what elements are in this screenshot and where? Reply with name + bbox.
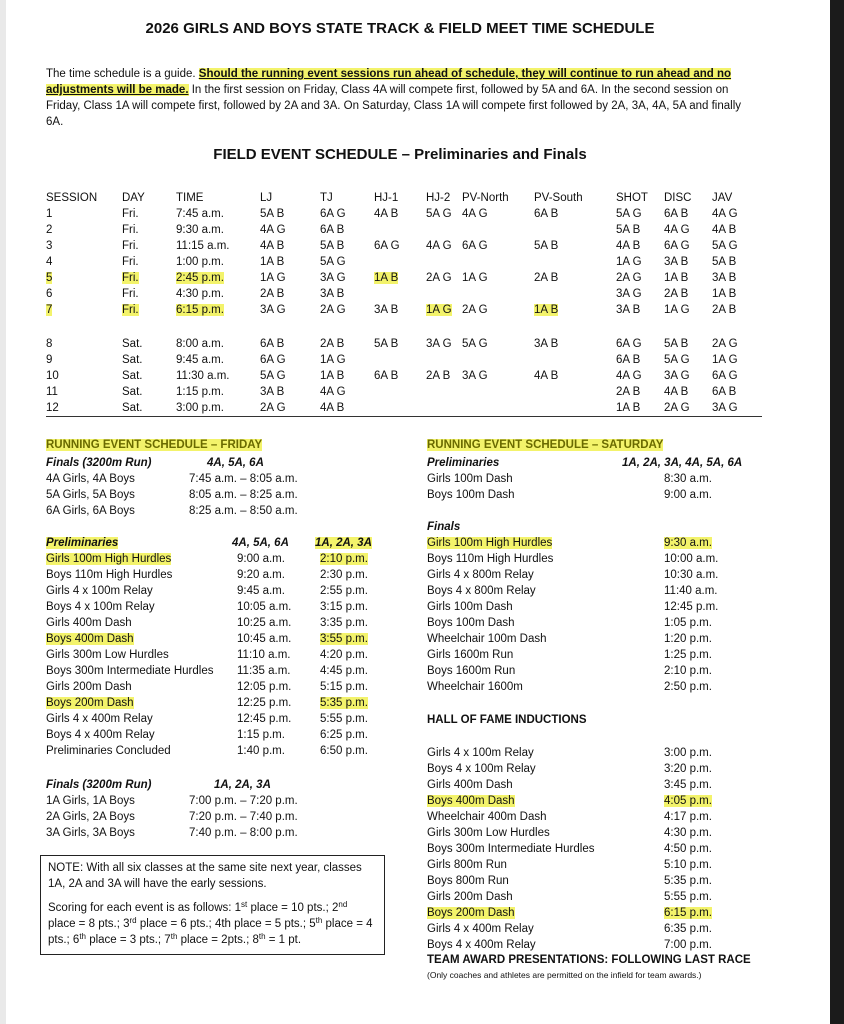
header-day: DAY [122,192,145,204]
field-cell-lj: 2A B [260,288,285,300]
note-text: NOTE: With all six classes at the same site next year, classes 1A, 2A and 3A will have the early sessions. [48,862,362,890]
field-cell-lj: 4A G [260,224,286,236]
field-cell-disc: 3A B [664,256,689,268]
field-cell-lj: 2A G [260,402,286,414]
field-cell-shot: 1A G [616,256,642,268]
scoring-part: place = 3 pts.; 7 [86,934,171,946]
friday-prelim-event: Boys 4 x 100m Relay [46,601,155,613]
field-cell-jav: 4A B [712,224,737,236]
field-cell-time-highlight: 2:45 p.m. [176,272,224,284]
friday-prelim-event [46,695,134,711]
field-cell-session: 2 [46,224,53,236]
friday-finals1-time: 8:05 a.m. – 8:25 a.m. [189,489,298,501]
saturday-title-text: RUNNING EVENT SCHEDULE – SATURDAY [427,439,664,451]
field-cell-disc: 6A G [664,240,690,252]
saturday-final2-event: Girls 800m Run [427,859,507,871]
field-cell-shot: 3A G [616,288,642,300]
field-cell-day: Fri. [122,240,139,252]
field-cell-session: 4 [46,256,53,268]
page-right-border [830,0,844,1024]
field-table-bottom-rule [46,416,762,417]
friday-prelim-time-1a3a: 2:30 p.m. [320,569,368,581]
field-cell-hj2: 2A B [426,370,451,382]
field-cell-jav: 6A B [712,386,737,398]
friday-finals1-event: 6A Girls, 6A Boys [46,505,135,517]
saturday-final-event: Boys 100m Dash [427,617,515,629]
saturday-final2-event: Boys 800m Run [427,875,509,887]
friday-title-text: RUNNING EVENT SCHEDULE – FRIDAY [46,439,263,451]
friday-prelim-time-1a3a: 2:55 p.m. [320,585,368,597]
field-cell-hj1: 4A B [374,208,399,220]
friday-prelim-event: Girls 200m Dash [46,681,132,693]
field-cell-session-highlight: 5 [46,272,53,284]
field-cell-tj: 5A G [320,256,346,268]
friday-finals1-time: 8:25 a.m. – 8:50 a.m. [189,505,298,517]
saturday-final2-time [664,905,712,921]
friday-finals2-time: 7:40 p.m. – 8:00 p.m. [189,827,298,839]
saturday-final2-time: 5:35 p.m. [664,875,712,887]
field-cell-day: Sat. [122,386,143,398]
friday-prelim-time-4a6a: 9:20 a.m. [237,569,285,581]
scoring-sup: th [170,932,178,941]
field-cell-session: 3 [46,240,53,252]
friday-prelim-time-1a3a: 4:20 p.m. [320,649,368,661]
friday-finals1-event: 4A Girls, 4A Boys [46,473,135,485]
field-cell-lj: 3A B [260,386,285,398]
friday-prelim-time-4a6a: 10:05 a.m. [237,601,292,613]
friday-prelim-event: Boys 110m High Hurdles [46,569,173,581]
friday-prelims-col2 [315,535,372,551]
header-hj2: HJ-2 [426,192,451,204]
saturday-final2-event: Girls 4 x 400m Relay [427,923,534,935]
saturday-final-event-highlight: Girls 100m High Hurdles [427,537,553,549]
saturday-prelim-time: 9:00 a.m. [664,489,712,501]
field-cell-session: 9 [46,354,53,366]
field-event-title: FIELD EVENT SCHEDULE – Preliminaries and Finals [213,146,587,163]
friday-prelim-time-1a3a [320,631,368,647]
scoring-part: place = 2pts.; 8 [177,934,259,946]
saturday-final2-event: Wheelchair 400m Dash [427,811,547,823]
saturday-final2-time: 3:20 p.m. [664,763,712,775]
friday-prelim-event-highlight: Boys 400m Dash [46,633,134,645]
saturday-final2-event: Girls 4 x 100m Relay [427,747,534,759]
note-box [40,855,385,955]
header-session: SESSION [46,192,98,204]
field-cell-tj: 4A G [320,386,346,398]
saturday-prelims-label: Preliminaries [427,457,500,469]
field-cell-day: Sat. [122,338,143,350]
field-cell-shot: 4A G [616,370,642,382]
friday-finals2-event: 3A Girls, 3A Boys [46,827,135,839]
hall-of-fame-heading: HALL OF FAME INDUCTIONS [427,714,587,726]
saturday-final2-event: Girls 400m Dash [427,779,513,791]
field-cell-pv-south: 2A B [534,272,559,284]
friday-prelims-col2-text: 1A, 2A, 3A [315,537,372,549]
saturday-final2-time: 3:45 p.m. [664,779,712,791]
scoring-sup: rd [129,916,137,925]
field-cell-tj: 6A B [320,224,345,236]
field-cell-session: 12 [46,402,59,414]
saturday-final2-time: 4:30 p.m. [664,827,712,839]
friday-prelim-time-4a6a: 11:10 a.m. [237,649,291,661]
field-cell-tj: 4A B [320,402,345,414]
field-cell-disc: 6A B [664,208,689,220]
field-cell-session [46,302,52,318]
field-cell-lj: 5A G [260,370,286,382]
saturday-final-time: 10:30 a.m. [664,569,719,581]
friday-prelim-time-1a3a: 5:55 p.m. [320,713,368,725]
friday-prelim-time-4a6a: 1:40 p.m. [237,745,285,757]
saturday-final2-event: Boys 4 x 400m Relay [427,939,536,951]
field-cell-day: Fri. [122,224,139,236]
field-cell-day: Fri. [122,208,139,220]
friday-prelim-time-4a6a: 9:00 a.m. [237,553,285,565]
saturday-schedule-title [427,437,663,453]
saturday-final2-time: 7:00 p.m. [664,939,712,951]
field-cell-hj1: 5A B [374,338,399,350]
field-cell-time: 4:30 p.m. [176,288,224,300]
field-cell-disc: 2A G [664,402,690,414]
saturday-final-event: Girls 100m Dash [427,601,513,613]
friday-finals2-event: 2A Girls, 2A Boys [46,811,135,823]
intro-text-1: The time schedule is a guide. [46,68,199,80]
friday-finals2-classes: 1A, 2A, 3A [214,779,271,791]
field-cell-lj: 4A B [260,240,285,252]
field-cell-shot: 2A B [616,386,641,398]
saturday-final2-event [427,905,515,921]
field-cell-session: 1 [46,208,53,220]
friday-finals2-time: 7:20 p.m. – 7:40 p.m. [189,811,298,823]
friday-prelim-event: Girls 300m Low Hurdles [46,649,169,661]
scoring-text [48,900,377,948]
field-cell-session [46,270,52,286]
saturday-final2-time-highlight: 4:05 p.m. [664,795,712,807]
saturday-final2-event-highlight: Boys 400m Dash [427,795,515,807]
header-tj: TJ [320,192,333,204]
field-cell-hj2: 3A G [426,338,452,350]
field-cell-time: 9:45 a.m. [176,354,224,366]
field-cell-day: Fri. [122,288,139,300]
header-shot: SHOT [616,192,648,204]
field-cell-disc: 1A B [664,272,689,284]
field-cell-day-highlight: Fri. [122,272,139,284]
intro-text-3: In the first session on Friday, Class 4A will compete first, followed by 5A and 6A. In the second session on Friday, Class 1A will compete first, followed by 2A and 3A. On Saturday, Class 1A will compete first followed by 2A, 3A, 4A, 5A and finally 6A. [46,84,742,128]
friday-prelim-time-4a6a: 10:25 a.m. [237,617,292,629]
friday-finals2-label: Finals (3200m Run) [46,779,152,791]
field-cell-tj: 2A G [320,304,346,316]
saturday-prelim-time: 8:30 a.m. [664,473,712,485]
field-cell-day-highlight: Fri. [122,304,139,316]
field-cell-hj2: 5A G [426,208,452,220]
friday-prelim-event: Girls 4 x 100m Relay [46,585,153,597]
saturday-prelim-event: Boys 100m Dash [427,489,515,501]
saturday-final-time: 12:45 p.m. [664,601,719,613]
field-cell-disc: 4A B [664,386,689,398]
field-cell-time: 1:00 p.m. [176,256,224,268]
field-cell-pv-north: 5A G [462,338,488,350]
saturday-finals-label: Finals [427,521,461,533]
friday-prelim-event: Girls 4 x 400m Relay [46,713,153,725]
field-cell-day: Sat. [122,370,143,382]
field-cell-time: 1:15 p.m. [176,386,224,398]
field-cell-disc: 2A B [664,288,689,300]
friday-prelim-time-4a6a: 11:35 a.m. [237,665,291,677]
field-cell-jav: 5A B [712,256,737,268]
scoring-sup: th [258,932,266,941]
field-cell-lj: 5A B [260,208,285,220]
field-cell-disc: 1A G [664,304,690,316]
friday-prelim-event-highlight: Boys 200m Dash [46,697,134,709]
field-cell-day: Fri. [122,256,139,268]
saturday-final-time: 10:00 a.m. [664,553,719,565]
field-cell-jav: 5A G [712,240,738,252]
saturday-final2-time: 4:17 p.m. [664,811,712,823]
header-disc: DISC [664,192,692,204]
friday-prelim-event [46,631,134,647]
friday-finals2-event: 1A Girls, 1A Boys [46,795,135,807]
field-cell-hj1 [374,270,398,286]
saturday-final-time: 1:05 p.m. [664,617,712,629]
saturday-final-time: 2:50 p.m. [664,681,712,693]
field-cell-shot: 4A B [616,240,641,252]
field-cell-shot: 6A B [616,354,641,366]
field-cell-lj: 6A G [260,354,286,366]
field-cell-session: 10 [46,370,59,382]
saturday-final-time: 11:40 a.m. [664,585,718,597]
team-award-note: (Only coaches and athletes are permitted on the infield for team awards.) [427,970,702,980]
field-cell-jav: 3A G [712,402,738,414]
saturday-final-time: 1:25 p.m. [664,649,712,661]
field-cell-tj: 1A G [320,354,346,366]
friday-prelim-time-1a3a: 6:50 p.m. [320,745,368,757]
friday-prelim-event: Boys 300m Intermediate Hurdles [46,665,214,677]
field-cell-hj1: 6A B [374,370,399,382]
intro-paragraph [46,66,751,130]
friday-prelim-event: Preliminaries Concluded [46,745,171,757]
friday-finals1-event: 5A Girls, 5A Boys [46,489,135,501]
friday-prelim-time-1a3a-highlight: 5:35 p.m. [320,697,368,709]
saturday-final2-event: Girls 300m Low Hurdles [427,827,550,839]
scoring-part: place = 6 pts.; 4th place = 5 pts.; 5 [136,918,316,930]
field-cell-lj: 1A B [260,256,285,268]
field-cell-jav: 3A B [712,272,737,284]
saturday-final2-event: Girls 200m Dash [427,891,513,903]
friday-prelim-event: Boys 4 x 400m Relay [46,729,155,741]
friday-prelim-time-4a6a: 10:45 a.m. [237,633,292,645]
friday-prelims-col1: 4A, 5A, 6A [232,537,289,549]
friday-prelim-time-1a3a: 3:15 p.m. [320,601,368,613]
scoring-sup: st [241,900,248,909]
friday-prelim-time-1a3a: 3:35 p.m. [320,617,368,629]
field-cell-session: 6 [46,288,53,300]
field-cell-disc: 5A G [664,354,690,366]
field-cell-tj: 6A G [320,208,346,220]
header-time: TIME [176,192,204,204]
saturday-final-event: Wheelchair 1600m [427,681,523,693]
friday-prelim-event: Girls 400m Dash [46,617,132,629]
field-cell-hj1: 6A G [374,240,400,252]
scoring-part: = 1 pt. [265,934,302,946]
field-cell-shot: 3A B [616,304,641,316]
friday-prelim-time-1a3a: 5:15 p.m. [320,681,368,693]
field-cell-session: 11 [46,386,58,398]
field-cell-shot: 6A G [616,338,642,350]
saturday-final-event: Girls 1600m Run [427,649,514,661]
field-cell-jav: 2A B [712,304,737,316]
field-cell-shot: 5A B [616,224,641,236]
saturday-final2-time-highlight: 6:15 p.m. [664,907,712,919]
field-cell-lj: 6A B [260,338,285,350]
saturday-final2-time [664,793,712,809]
saturday-final2-event: Boys 4 x 100m Relay [427,763,536,775]
field-cell-disc: 5A B [664,338,689,350]
field-cell-hj2: 4A G [426,240,452,252]
field-cell-day: Sat. [122,354,143,366]
friday-prelim-time-1a3a: 4:45 p.m. [320,665,368,677]
field-cell-time: 11:30 a.m. [176,370,230,382]
saturday-final-event: Wheelchair 100m Dash [427,633,547,645]
friday-prelim-time-1a3a [320,695,368,711]
field-cell-hj1-highlight: 1A B [374,272,399,284]
saturday-final-time: 1:20 p.m. [664,633,712,645]
saturday-final2-time: 5:10 p.m. [664,859,712,871]
field-cell-pv-north: 4A G [462,208,488,220]
saturday-final-time [664,535,712,551]
field-cell-day [122,302,139,318]
field-cell-time: 7:45 a.m. [176,208,224,220]
field-cell-tj: 1A B [320,370,345,382]
field-cell-jav: 1A G [712,354,738,366]
header-pv-north: PV-North [462,192,509,204]
friday-prelims-label-text: Preliminaries [46,537,119,549]
friday-finals1-classes: 4A, 5A, 6A [207,457,264,469]
field-cell-jav: 4A G [712,208,738,220]
field-cell-hj2: 2A G [426,272,452,284]
field-cell-pv-south: 6A B [534,208,559,220]
field-cell-session-highlight: 7 [46,304,53,316]
field-cell-shot: 5A G [616,208,642,220]
saturday-final2-time: 4:50 p.m. [664,843,712,855]
field-cell-hj2-highlight: 1A G [426,304,452,316]
scoring-part: Scoring for each event is as follows: 1 [48,902,242,914]
friday-prelim-time-4a6a: 9:45 a.m. [237,585,285,597]
field-cell-jav: 6A G [712,370,738,382]
saturday-final2-time: 3:00 p.m. [664,747,712,759]
friday-prelim-time-4a6a: 12:25 p.m. [237,697,292,709]
field-cell-tj: 3A B [320,288,345,300]
friday-prelim-time-1a3a: 6:25 p.m. [320,729,368,741]
field-cell-time: 9:30 a.m. [176,224,224,236]
saturday-prelims-classes: 1A, 2A, 3A, 4A, 5A, 6A [622,457,743,469]
team-award-heading: TEAM AWARD PRESENTATIONS: FOLLOWING LAST RACE [427,954,751,966]
saturday-final-time-highlight: 9:30 a.m. [664,537,712,549]
scoring-sup: nd [338,900,348,909]
friday-prelim-time-4a6a: 12:45 p.m. [237,713,292,725]
saturday-final-event: Girls 4 x 800m Relay [427,569,534,581]
field-cell-pv-south: 5A B [534,240,559,252]
header-pv-south: PV-South [534,192,583,204]
field-cell-time: 3:00 p.m. [176,402,224,414]
saturday-final2-event [427,793,515,809]
header-jav: JAV [712,192,733,204]
saturday-final2-time: 5:55 p.m. [664,891,712,903]
field-cell-time [176,302,224,318]
saturday-prelim-event: Girls 100m Dash [427,473,513,485]
field-cell-jav: 1A B [712,288,737,300]
friday-prelim-time-1a3a-highlight: 3:55 p.m. [320,633,368,645]
header-hj1: HJ-1 [374,192,399,204]
field-cell-lj: 3A G [260,304,286,316]
field-cell-lj: 1A G [260,272,286,284]
friday-prelim-time-4a6a: 12:05 p.m. [237,681,292,693]
intro-highlight-text: Should the running event sessions run ahead of schedule, they will continue to run ahead and no adjustments will be made. [46,68,732,96]
field-cell-pv-south [534,302,558,318]
friday-finals1-time: 7:45 a.m. – 8:05 a.m. [189,473,298,485]
field-cell-pv-south: 4A B [534,370,559,382]
friday-finals2-time: 7:00 p.m. – 7:20 p.m. [189,795,298,807]
scoring-sup: th [79,932,86,941]
friday-prelim-time-4a6a: 1:15 p.m. [237,729,285,741]
field-cell-session: 8 [46,338,53,350]
field-cell-jav: 2A G [712,338,738,350]
field-cell-pv-north: 1A G [462,272,488,284]
field-cell-time: 8:00 a.m. [176,338,224,350]
field-cell-time: 11:15 a.m. [176,240,230,252]
friday-finals1-label: Finals (3200m Run) [46,457,152,469]
field-cell-pv-north: 2A G [462,304,488,316]
saturday-final-event: Boys 110m High Hurdles [427,553,554,565]
field-cell-shot: 2A G [616,272,642,284]
field-cell-pv-south-highlight: 1A B [534,304,559,316]
field-cell-pv-north: 6A G [462,240,488,252]
saturday-final-event: Boys 4 x 800m Relay [427,585,536,597]
scoring-part: place = 8 pts.; 3 [48,918,130,930]
field-cell-day [122,270,139,286]
scoring-part: place = 4 pts.; 6 [48,918,373,946]
header-lj: LJ [260,192,273,204]
field-cell-time-highlight: 6:15 p.m. [176,304,224,316]
field-cell-tj: 5A B [320,240,345,252]
page-title: 2026 GIRLS AND BOYS STATE TRACK & FIELD MEET TIME SCHEDULE [145,20,655,37]
friday-prelim-time-1a3a [320,551,368,567]
field-cell-day: Sat. [122,402,143,414]
field-cell-shot: 1A B [616,402,641,414]
field-cell-pv-south: 3A B [534,338,559,350]
saturday-final2-event-highlight: Boys 200m Dash [427,907,515,919]
friday-schedule-title [46,437,262,453]
saturday-final-event: Boys 1600m Run [427,665,516,677]
field-cell-pv-north: 3A G [462,370,488,382]
saturday-final2-event: Boys 300m Intermediate Hurdles [427,843,595,855]
field-cell-disc: 3A G [664,370,690,382]
field-cell-tj: 2A B [320,338,345,350]
scoring-part: place = 10 pts.; 2 [247,902,339,914]
friday-prelims-label [46,535,118,551]
saturday-final-event [427,535,552,551]
scoring-sup: th [315,916,323,925]
field-cell-tj: 3A G [320,272,346,284]
friday-prelim-time-1a3a-highlight: 2:10 p.m. [320,553,368,565]
field-cell-time [176,270,224,286]
friday-prelim-event [46,551,171,567]
saturday-final-time: 2:10 p.m. [664,665,712,677]
field-cell-hj2 [426,302,452,318]
saturday-final2-time: 6:35 p.m. [664,923,712,935]
field-cell-hj1: 3A B [374,304,399,316]
friday-prelim-event-highlight: Girls 100m High Hurdles [46,553,172,565]
field-cell-disc: 4A G [664,224,690,236]
